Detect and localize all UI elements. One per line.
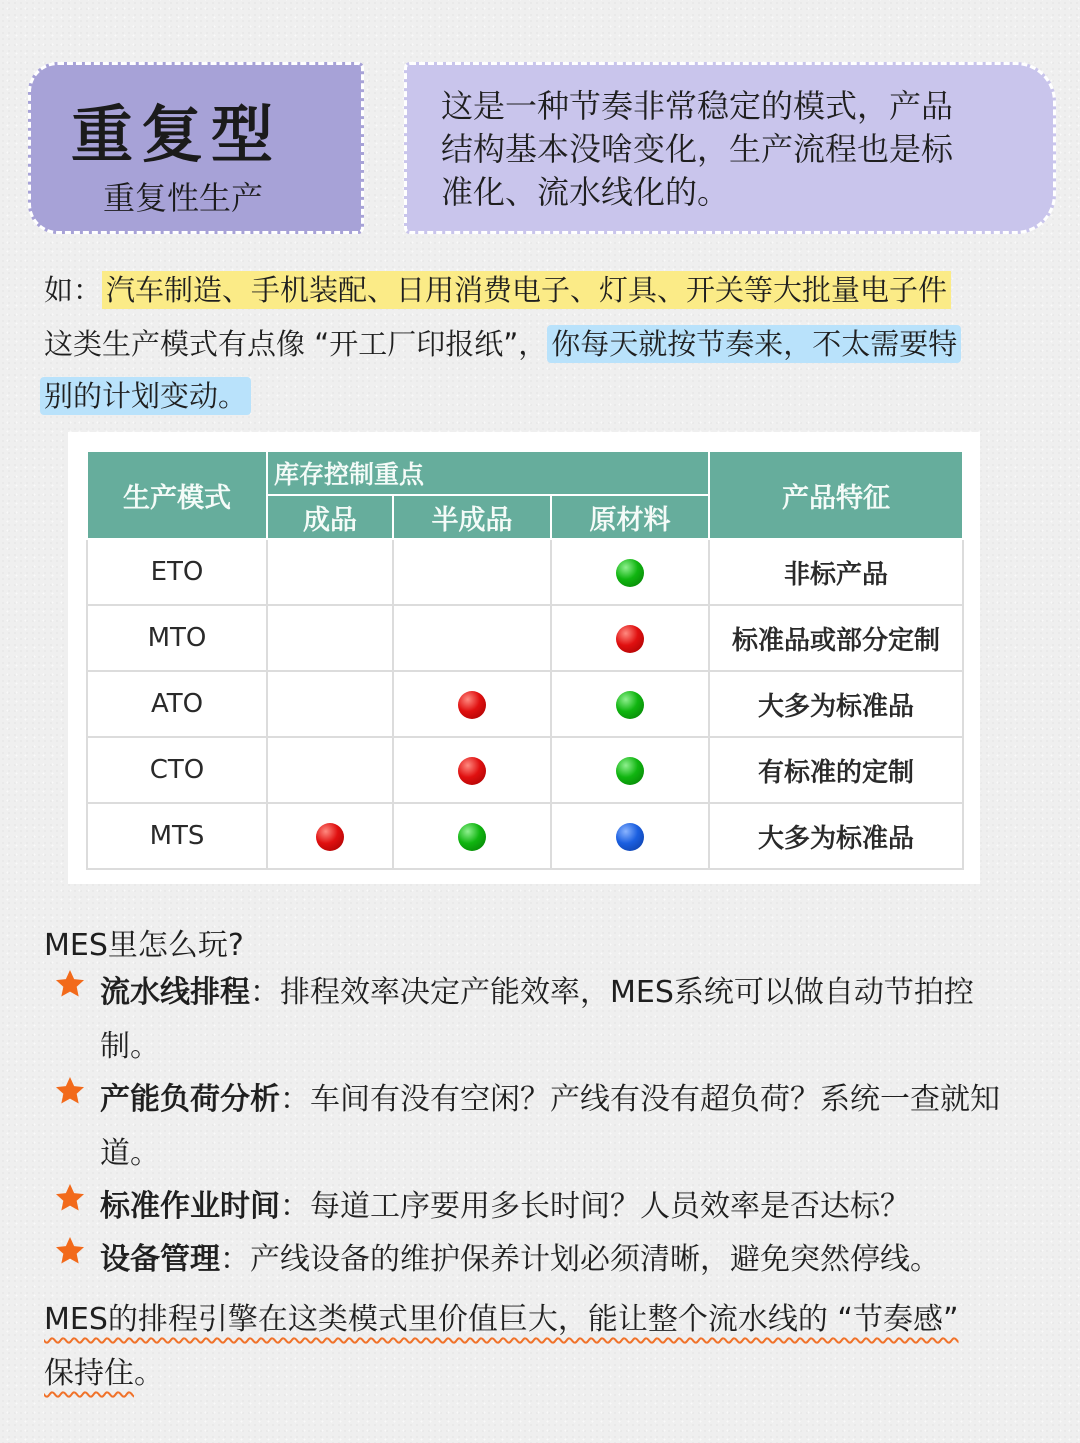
mode-description-card (404, 62, 1056, 234)
green-dot-icon (616, 691, 644, 719)
bullet-text (100, 1073, 1000, 1181)
header-inventory: 库存控制重点 (267, 451, 709, 495)
bullet-sep: ： (220, 1242, 250, 1277)
mode-subtitle: 重复性生产 (103, 179, 264, 217)
red-dot-icon (458, 691, 486, 719)
bullet-body: 产线设备的维护保养计划必须清晰，避免突然停线。 (250, 1242, 940, 1277)
raw-cell (551, 803, 709, 869)
bullet-body: 车间有没有空闲？产线有没有超负荷？系统一查就知 (310, 1082, 1000, 1117)
star-icon (54, 1075, 86, 1107)
bullet-sep: ： (280, 1082, 310, 1117)
examples-highlight: 汽车制造、手机装配、日用消费电子、灯具、开关等大批量电子件 (102, 271, 951, 309)
bullet-term: 标准作业时间 (100, 1189, 280, 1224)
feature-cell: 标准品或部分定制 (709, 605, 963, 671)
production-mode-table (86, 450, 964, 870)
finished-cell (267, 737, 393, 803)
examples-paragraph (44, 268, 951, 309)
mode-cell: CTO (87, 737, 267, 803)
finished-cell (267, 803, 393, 869)
green-dot-icon (458, 823, 486, 851)
header-feature: 产品特征 (709, 451, 963, 539)
summary-tail: 。 (134, 1356, 164, 1391)
bullet-term: 设备管理 (100, 1242, 220, 1277)
raw-cell (551, 671, 709, 737)
feature-cell: 大多为标准品 (709, 671, 963, 737)
summary-line-2 (44, 1348, 164, 1392)
bullet-body-cont: 制。 (100, 1029, 160, 1064)
finished-cell (267, 605, 393, 671)
analogy-line-1 (44, 322, 961, 363)
semi-cell (393, 737, 551, 803)
bullet-body: 每道工序要用多长时间？人员效率是否达标？ (310, 1189, 910, 1224)
semi-cell (393, 671, 551, 737)
bullet-term: 流水线排程 (100, 975, 250, 1010)
analogy-highlight: 你每天就按节奏来，不太需要特 (547, 325, 961, 363)
analogy-plain: 这类生产模式有点像 “开工厂印报纸”， (44, 327, 548, 361)
mode-description (441, 85, 1031, 214)
summary-underlined-cont: 保持住 (44, 1356, 134, 1391)
star-icon (54, 1235, 86, 1267)
header-mode: 生产模式 (87, 451, 267, 539)
feature-cell: 有标准的定制 (709, 737, 963, 803)
finished-cell (267, 539, 393, 605)
bullet-sep: ： (280, 1189, 310, 1224)
mode-title: 重复型 (70, 98, 281, 171)
green-dot-icon (616, 757, 644, 785)
raw-cell (551, 539, 709, 605)
raw-cell (551, 605, 709, 671)
bullet-body: 排程效率决定产能效率，MES系统可以做自动节拍控 (280, 975, 974, 1010)
feature-cell: 大多为标准品 (709, 803, 963, 869)
red-dot-icon (616, 625, 644, 653)
header-semi: 半成品 (393, 495, 551, 539)
green-dot-icon (616, 559, 644, 587)
bullet-body-cont: 道。 (100, 1136, 160, 1171)
semi-cell (393, 605, 551, 671)
mes-question: MES里怎么玩? (44, 928, 244, 963)
bullet-term: 产能负荷分析 (100, 1082, 280, 1117)
bullet-text (100, 1180, 910, 1234)
table-row (87, 803, 963, 869)
semi-cell (393, 539, 551, 605)
description-line: 这是一种节奏非常稳定的模式，产品 (441, 87, 954, 125)
mode-title-card (28, 62, 364, 234)
feature-cell: 非标产品 (709, 539, 963, 605)
star-icon (54, 968, 86, 1000)
table-row (87, 539, 963, 605)
red-dot-icon (316, 823, 344, 851)
mode-cell: MTO (87, 605, 267, 671)
summary-underlined: MES的排程引擎在这类模式里价值巨大，能让整个流水线的 “节奏感” (44, 1302, 959, 1337)
bullet-text (100, 1233, 940, 1287)
table-row (87, 605, 963, 671)
examples-prefix: 如： (44, 273, 103, 307)
header-finished: 成品 (267, 495, 393, 539)
production-mode-table-card (68, 432, 980, 884)
description-line: 结构基本没啥变化，生产流程也是标 (441, 130, 954, 168)
finished-cell (267, 671, 393, 737)
mode-cell: ATO (87, 671, 267, 737)
semi-cell (393, 803, 551, 869)
mode-cell: ETO (87, 539, 267, 605)
bullet-sep: ： (250, 975, 280, 1010)
table-row (87, 737, 963, 803)
header-raw: 原材料 (551, 495, 709, 539)
description-line: 准化、流水线化的。 (441, 173, 730, 211)
red-dot-icon (458, 757, 486, 785)
raw-cell (551, 737, 709, 803)
analogy-line-2 (40, 374, 251, 415)
summary-line-1 (44, 1294, 959, 1338)
blue-dot-icon (616, 823, 644, 851)
bullet-text (100, 966, 974, 1074)
table-row (87, 671, 963, 737)
star-icon (54, 1182, 86, 1214)
analogy-highlight-cont: 别的计划变动。 (40, 377, 251, 415)
mode-cell: MTS (87, 803, 267, 869)
